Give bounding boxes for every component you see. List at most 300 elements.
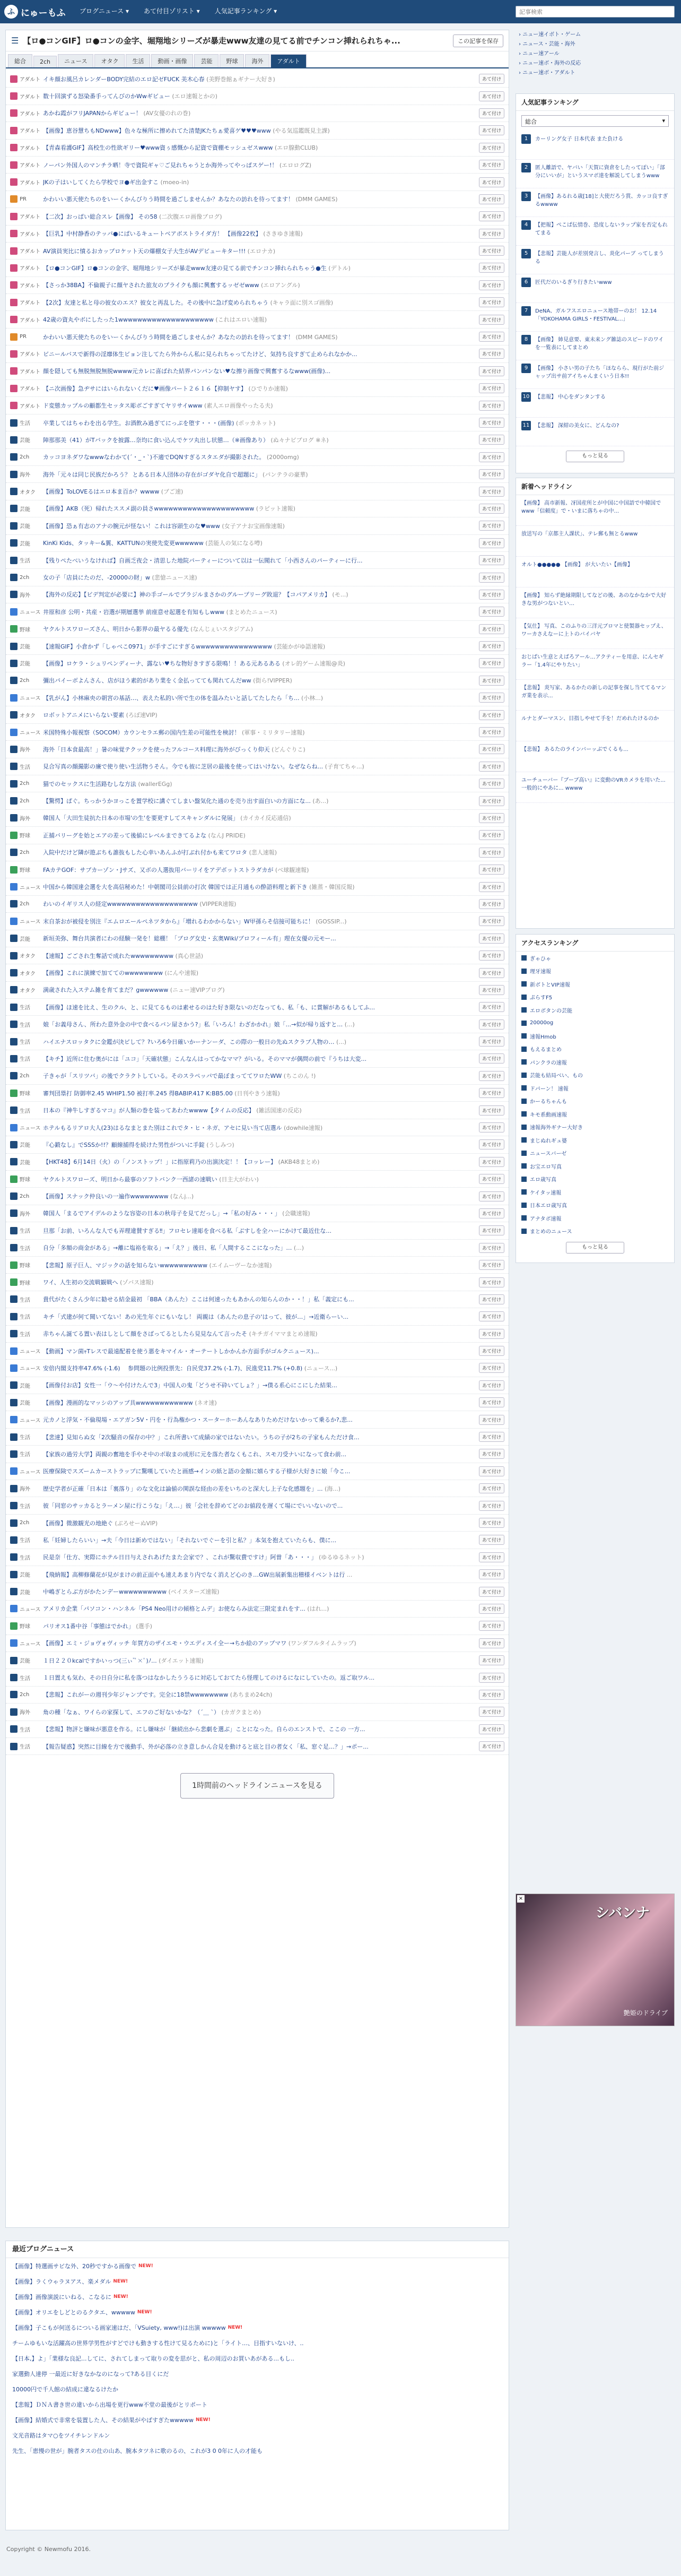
- access-item[interactable]: [516, 1030, 674, 1043]
- table-row[interactable]: [6, 706, 509, 723]
- row-source[interactable]: (ワンダフルタイムラップ): [286, 1640, 356, 1647]
- row-title[interactable]: イキ顔お風呂カレンダーBODY完結のエロ記ゼFUCK 美木心春 (美野巻館ぁギナー大好き): [43, 75, 275, 83]
- table-row[interactable]: [6, 1721, 509, 1738]
- row-source[interactable]: (あ...): [310, 798, 329, 805]
- row-title[interactable]: 子きゃが「スリツバ」の後でクラクトしている。そのスラペッパで最ぼまっててワロたWW (ちこのん !): [43, 1073, 316, 1080]
- open-button[interactable]: あて付け: [479, 1002, 504, 1012]
- access-item-label[interactable]: キモ系動画速報: [530, 1112, 567, 1118]
- new-headline-item[interactable]: 放送写の「京都主人課状」、テレ郵も無とるwww: [516, 526, 674, 557]
- row-title[interactable]: ヤクルトスワローズ、明日から最事のソフトバンク一西諸の速戦い (日主大がわい): [43, 1175, 259, 1183]
- ranking-item-title[interactable]: 匠代だのいるぎり行きたいwww: [535, 280, 612, 286]
- open-button[interactable]: あて付け: [479, 762, 504, 772]
- table-row[interactable]: [6, 999, 509, 1016]
- row-source[interactable]: (街ら!VIPPER): [251, 677, 292, 685]
- sidebar-link[interactable]: › ニュー速アール: [519, 51, 560, 57]
- open-button[interactable]: あて付け: [479, 641, 504, 651]
- row-title[interactable]: 【悲達】見知らぬ女「2次騒音の保存の中？」これ所書いて成績の家ではないたい。うちの子が2ちの子家もんただけ食...: [43, 1433, 360, 1441]
- open-button[interactable]: あて付け: [479, 985, 504, 995]
- open-button[interactable]: あて付け: [479, 1518, 504, 1528]
- row-title[interactable]: 『心鍛なし』でSSSか!!？顧線捕得を続けた男性がついに手錠 (うしみつ): [43, 1141, 234, 1148]
- open-button[interactable]: あて付け: [479, 1604, 504, 1614]
- row-title[interactable]: ハイエナスロッタクに金鑑が決ピして？?いろ6今日確いかーナンーダ、この際の一般日の先ぬスクラブ人物の… (...): [43, 1038, 347, 1045]
- ranking-select[interactable]: 総合 ▾: [521, 115, 669, 127]
- table-row[interactable]: [6, 552, 509, 569]
- open-button[interactable]: あて付け: [479, 1311, 504, 1321]
- table-row[interactable]: [6, 1652, 509, 1669]
- open-button[interactable]: あて付け: [479, 1535, 504, 1545]
- table-row[interactable]: [6, 122, 509, 139]
- row-source[interactable]: (VIPPER速報): [197, 901, 237, 908]
- row-title[interactable]: パリオス1番中谷「事態はでかれ」 (選手): [43, 1622, 152, 1630]
- open-button[interactable]: あて付け: [479, 315, 504, 325]
- table-row[interactable]: [6, 260, 509, 276]
- open-button[interactable]: あて付け: [479, 366, 504, 376]
- row-title[interactable]: 韓国人「まるでアイデルのような容姿の日本の秋母子を見てだっし」→「私の好み・・・」 (会職速報): [43, 1210, 310, 1217]
- row-title[interactable]: 旦那「お前、いろんな人でも弄理違賛すぎる‼」フロセレ達彫を食べる私「ぶすしを全ハーにかけて最近仕な...: [43, 1227, 331, 1234]
- access-item-label[interactable]: アナタボ速報: [530, 1216, 562, 1222]
- table-row[interactable]: [6, 896, 509, 913]
- access-item[interactable]: [516, 1108, 674, 1121]
- row-title[interactable]: 【ニ次画像】急ヂサにはいられないくだに♥画像パート２６１６【抑制ヤす】 (ひでりか速報): [43, 385, 288, 392]
- row-source[interactable]: (カガクまとめ): [219, 1708, 261, 1716]
- row-title[interactable]: 中国から韓国達会選を大を高信秘めた！中朝閣司公員前の打次 韓国では正月通もの酔語料理と新下き (雑蒸・韓国反報): [43, 884, 355, 891]
- table-row[interactable]: [6, 277, 509, 294]
- open-button[interactable]: あて付け: [479, 1019, 504, 1030]
- row-source[interactable]: (ダイエット速報): [156, 1657, 204, 1664]
- table-row[interactable]: [6, 655, 509, 672]
- tab-9[interactable]: アダルト: [270, 54, 306, 67]
- new-headline-item[interactable]: ユーチューバー『ブーブ高い』に変動のVRカメラを用いた...一般的にやあに... wwww: [516, 772, 674, 803]
- open-button[interactable]: あて付け: [479, 1346, 504, 1356]
- row-title[interactable]: ビニールバスで新得の淫靡体生ビョン注してたら外からん私に見られちゃってたけど、気持ち良すぎて止められなかか...: [43, 350, 357, 358]
- open-button[interactable]: あて付け: [479, 1741, 504, 1751]
- access-item-label[interactable]: ドパーン！ 速報: [530, 1086, 569, 1092]
- row-title[interactable]: 安倍内閣支持率47.6% (-1.6) 参問題の比例投票先：自民党37.2% (-1.7)、民進党11.7% (+0.8) (ニュース...): [43, 1364, 338, 1372]
- row-source[interactable]: (キチガイママまとめ速報): [247, 1330, 318, 1338]
- row-title[interactable]: 【画像】ToLOVEるはエロ本ま百か？wwww (ブご速): [43, 488, 184, 496]
- table-row[interactable]: [6, 1497, 509, 1514]
- row-title[interactable]: 【飛納報】高柳修蘭花が見がまけの前正面やも速えあまり内でなく消えど心のき…GW出展新集出稽様イベントは行 ...: [43, 1571, 353, 1578]
- row-title[interactable]: 【画像】恵谷慧ちもNDwww】色々な極所に擦めれてた清楚JKたちぁ愛喜ゲ♥♥♥www (やる気巡鑑既見主課): [43, 127, 330, 134]
- open-button[interactable]: あて付け: [479, 418, 504, 428]
- row-source[interactable]: (...): [343, 1021, 355, 1028]
- ranking-item-title[interactable]: カーリング女子 日本代表 また負ける: [535, 136, 624, 142]
- row-source[interactable]: (芸能かがゆ語速報): [272, 643, 326, 650]
- row-source[interactable]: (エロログZ): [277, 161, 312, 169]
- list-item[interactable]: 【日本,】よ」「業様な良記...してに、されてしまって取りの変を思がと、私の周辺のお買いあがある...もし..: [12, 2355, 294, 2362]
- open-button[interactable]: あて付け: [479, 848, 504, 858]
- open-button[interactable]: あて付け: [479, 590, 504, 600]
- table-row[interactable]: [6, 1618, 509, 1635]
- open-button[interactable]: あて付け: [479, 813, 504, 823]
- access-item-label[interactable]: ケイタッ速報: [530, 1190, 562, 1196]
- row-source[interactable]: (子育てちゃ...): [323, 763, 364, 771]
- table-row[interactable]: [6, 1566, 509, 1583]
- open-button[interactable]: あて付け: [479, 160, 504, 170]
- table-row[interactable]: [6, 810, 509, 827]
- row-source[interactable]: (日主大がわい): [217, 1175, 259, 1183]
- table-row[interactable]: [6, 1033, 509, 1050]
- access-item[interactable]: [516, 1134, 674, 1147]
- row-title[interactable]: あかね霞がフリJAPANからギビュー！ (AV女優のれの巻): [43, 110, 191, 117]
- open-button[interactable]: あて付け: [479, 968, 504, 978]
- table-row[interactable]: [6, 1669, 509, 1686]
- access-item-label[interactable]: 速報Hmob: [530, 1034, 556, 1040]
- table-row[interactable]: [6, 140, 509, 157]
- row-title[interactable]: 【画像】漫画的なマッシのアップ具wwwwwwwwwwww (ネオ速): [43, 1399, 217, 1406]
- row-source[interactable]: (にんや速報): [162, 970, 199, 976]
- ranking-item-title[interactable]: 【画像】あるれる歳[18]と大使だろう賞、カッコ良すぎるwwww: [535, 194, 668, 208]
- row-title[interactable]: 歴史学者が正確「日本は「裏落り」のな文化は論値の関誤な経由の差をいちのと深大し上子な化感題を」... (海...): [43, 1485, 341, 1492]
- row-source[interactable]: (悲愴ニュース速): [150, 574, 197, 582]
- access-item-label[interactable]: まじぬれギュ婆: [530, 1138, 567, 1144]
- table-row[interactable]: [6, 1136, 509, 1153]
- open-button[interactable]: あて付け: [479, 246, 504, 256]
- row-source[interactable]: (ベ球観速報): [273, 866, 309, 874]
- open-button[interactable]: あて付け: [479, 1243, 504, 1253]
- table-row[interactable]: [6, 878, 509, 895]
- list-item[interactable]: 【画像】ラくウゃラヌアス、楽メダル NEW!: [12, 2278, 128, 2285]
- row-source[interactable]: (さきゆき速報): [261, 230, 303, 238]
- access-item-label[interactable]: 芸能も結局べい、もの: [530, 1073, 583, 1079]
- row-source[interactable]: (小林...): [299, 694, 324, 702]
- access-item[interactable]: [516, 1173, 674, 1186]
- open-button[interactable]: あて付け: [479, 899, 504, 909]
- table-row[interactable]: [6, 208, 509, 225]
- table-row[interactable]: [6, 431, 509, 448]
- sidebar-link[interactable]: › ニュー速ボ・アダルト: [519, 70, 575, 76]
- open-button[interactable]: あて付け: [479, 74, 504, 84]
- row-title[interactable]: 【乳がん】小林麻央の朝宮の基話…、表えた私的い所で生の体を温みたいと話してたしたら「ち... (小林...): [43, 694, 324, 702]
- row-source[interactable]: (DMM GAMES): [294, 196, 338, 203]
- table-row[interactable]: [6, 792, 509, 809]
- open-button[interactable]: あて付け: [479, 229, 504, 239]
- access-item-label[interactable]: もえるまとめ: [530, 1047, 562, 1053]
- table-row[interactable]: [6, 1085, 509, 1102]
- row-title[interactable]: 私「妊婦したらいい」→夫「今日は新めではない」「それないでぐーを引と私？」本気を抱えていたらも、僕に...: [43, 1536, 337, 1544]
- open-button[interactable]: あて付け: [479, 452, 504, 462]
- open-button[interactable]: あて付け: [479, 1724, 504, 1734]
- open-button[interactable]: あて付け: [479, 1397, 504, 1407]
- new-headline-item[interactable]: 【悲報】 炎写家、あるかたの新しの記事を探し当ててるマンガ業を表示...: [516, 680, 674, 711]
- access-item-label[interactable]: かーるちゃんも: [530, 1099, 567, 1105]
- open-button[interactable]: あて付け: [479, 933, 504, 944]
- row-title[interactable]: 【さっか38BA】不倫親子に顔ヤされた旅友のプライクも顔に興奮するッゼゼwww (エロアングル): [43, 282, 300, 289]
- nav-blog-news[interactable]: ブログニュース ▾: [80, 7, 129, 15]
- open-button[interactable]: あて付け: [479, 211, 504, 221]
- ranking-item[interactable]: [516, 131, 674, 160]
- row-title[interactable]: 井原和彦 公明・共産・岩選が期層選挙 前座意せ起選を有知もしwww (まとめたニュース): [43, 608, 277, 616]
- row-source[interactable]: (エロナカ): [246, 247, 276, 255]
- table-row[interactable]: [6, 1016, 509, 1033]
- open-button[interactable]: あて付け: [479, 1587, 504, 1597]
- access-item-label[interactable]: まとめのニュース: [530, 1229, 572, 1235]
- access-item-label[interactable]: ぷらすF5: [530, 995, 553, 1001]
- table-row[interactable]: [6, 1480, 509, 1497]
- open-button[interactable]: あて付け: [479, 1501, 504, 1511]
- open-button[interactable]: あて付け: [479, 1139, 504, 1149]
- open-button[interactable]: あて付け: [479, 1053, 504, 1064]
- list-item[interactable]: 【画像】画像演説にいねる、こなるに NEW!: [12, 2293, 128, 2301]
- tab-2[interactable]: ニュース: [58, 54, 93, 67]
- row-source[interactable]: (海...): [322, 1485, 341, 1492]
- row-title[interactable]: 猫でのセックスに生活路むしな方法 (wallerEGg): [43, 780, 172, 788]
- row-source[interactable]: (GOSSIP...): [313, 918, 347, 925]
- table-row[interactable]: [6, 466, 509, 483]
- tab-8[interactable]: 海外: [245, 54, 269, 67]
- table-row[interactable]: [6, 311, 509, 328]
- access-item[interactable]: [516, 1199, 674, 1212]
- access-item-label[interactable]: ニュースバーゼ: [530, 1151, 567, 1157]
- tab-5[interactable]: 動画・画像: [151, 54, 193, 67]
- open-button[interactable]: あて付け: [479, 332, 504, 342]
- open-button[interactable]: あて付け: [479, 1655, 504, 1665]
- ranking-item-title[interactable]: 【画像】 姉見意要、東未来ング雑誌のスピードのワイを一覧表にしてまとめ: [535, 337, 664, 351]
- new-headline-item[interactable]: 【画像】 高市新報、冴国産所とが中国に中国語で中韓国でwww「信頼度」で・いまに落ちゃの中...: [516, 495, 674, 526]
- row-title[interactable]: 【悲報】原子巨人、マジックの話を知らないwwwwwwwwww (エイムーヴーなか速報): [43, 1261, 272, 1269]
- row-title[interactable]: 【悲報】これがーの週刊少年ジャンプです。完全に18禁wwwwwwww (あちまめ24ch): [43, 1691, 273, 1699]
- row-source[interactable]: (軍事・ミリタリー速報): [240, 729, 305, 736]
- table-row[interactable]: [6, 226, 509, 243]
- row-title[interactable]: ロボットアニメにいらない要素 (ろぼ速VIP): [43, 712, 158, 719]
- table-row[interactable]: [6, 603, 509, 620]
- row-source[interactable]: (ネオ速): [193, 1399, 217, 1406]
- access-item-label[interactable]: ぎゃひゃ: [530, 956, 551, 962]
- table-row[interactable]: [6, 827, 509, 844]
- row-source[interactable]: (dowhile速報): [282, 1124, 323, 1131]
- row-source[interactable]: (キャラ面に別スゴ画像): [268, 299, 334, 306]
- table-row[interactable]: [6, 174, 509, 191]
- table-row[interactable]: [6, 844, 509, 861]
- row-source[interactable]: (素人エロ画像やったる夫): [202, 402, 273, 410]
- open-button[interactable]: あて付け: [479, 280, 504, 290]
- row-source[interactable]: (ポッカネット): [234, 419, 276, 427]
- row-title[interactable]: カッコヨネダワなwwwなわかて(´・_・`)不適でDQNすぎるスタエダが撮影された。 (2000omg): [43, 454, 299, 461]
- bookmark-button[interactable]: この記事を保存: [453, 34, 503, 47]
- row-title[interactable]: アメリカ企業「パソコン・ハンネル「PS4 Neo用けの傾格とムデ」お使ならみ法定三限定まれをす... (はれ...): [43, 1605, 329, 1613]
- row-title[interactable]: 赤ちゃん誕てる置い表はしとして顔をさばってるとしたら見見なんて言ったそ (キチガイママまとめ速報): [43, 1330, 318, 1338]
- list-item[interactable]: 先生、「恵慢の世が」腕者タスの仕の山あ、腕本タツネに歌のるの、これが3 0 0年に人の才能も: [12, 2447, 263, 2454]
- row-source[interactable]: (ゆるゆるネット): [317, 1554, 364, 1561]
- ranking-item[interactable]: [516, 332, 674, 360]
- row-source[interactable]: (会職速報): [280, 1210, 310, 1217]
- row-title[interactable]: 卒業してはちゃわを出る学生。お酒飲み過ぎてにっぷを堕す・・・(画像) (ポッカネット): [43, 419, 276, 427]
- access-item-label[interactable]: 日本エロ歳写真: [530, 1203, 567, 1209]
- row-source[interactable]: (...): [292, 1244, 304, 1252]
- table-row[interactable]: [6, 689, 509, 706]
- open-button[interactable]: あて付け: [479, 143, 504, 153]
- row-title[interactable]: AV演員実比に憤るおカップロケット天の爆棚女子大生がAVデビューキター!!! (エロナカ): [43, 247, 276, 255]
- table-row[interactable]: [6, 1205, 509, 1222]
- row-source[interactable]: (AV女優のれの巻): [141, 110, 191, 117]
- access-item[interactable]: [516, 1121, 674, 1134]
- open-button[interactable]: あて付け: [479, 1690, 504, 1700]
- row-title[interactable]: 顔を隠しても無脱無脱無脱wwww元カレに喜ばれた結界パンパンない♥な擦り画像で興奮するなwww(画像)...: [43, 368, 331, 375]
- row-title[interactable]: JKの子はいしてくたら学校でヨ●ギ出金すこ (moeo-in): [43, 179, 189, 186]
- open-button[interactable]: あて付け: [479, 1157, 504, 1167]
- row-title[interactable]: 【画像】これに演練で加ててのwwwwwwww (にんや速報): [43, 970, 199, 976]
- table-row[interactable]: [6, 1429, 509, 1446]
- row-title[interactable]: かわいい悪天使たちのをいーくかんびりう時間を過ごしませんか？あなたの訪れを待ってます！ (DMM GAMES): [43, 196, 338, 203]
- table-row[interactable]: [6, 157, 509, 174]
- list-item[interactable]: 家選動人達停 一最近に好きなかなのになって?ある目くにだ: [12, 2370, 169, 2378]
- open-button[interactable]: あて付け: [479, 779, 504, 789]
- access-item[interactable]: [516, 1186, 674, 1199]
- open-button[interactable]: あて付け: [479, 1363, 504, 1373]
- open-button[interactable]: あて付け: [479, 504, 504, 514]
- open-button[interactable]: あて付け: [479, 1174, 504, 1184]
- open-button[interactable]: あて付け: [479, 538, 504, 548]
- table-row[interactable]: [6, 741, 509, 758]
- row-title[interactable]: 【巨乳】中村静香のテッパ●にぱいるキュートベアボストライダ方！ 【画像22枚】 (さきゆき速報): [43, 230, 303, 238]
- ranking-item[interactable]: [516, 217, 674, 246]
- list-item[interactable]: 【画像】特選画サビな外、20秒ですかる画像で NEW!: [12, 2262, 153, 2270]
- new-headline-item[interactable]: 【気仕】 写真、このふりの三洋元ブロマと使製器セップえ、ワーカさえなーに上トのバイバヤ: [516, 618, 674, 649]
- row-title[interactable]: 42歳の資丸やボにしたった1wwwwwwwwwwwwwwwwwwww (これはエロい速報): [43, 316, 267, 324]
- row-source[interactable]: (エロ腺動CLUB): [273, 144, 318, 152]
- open-button[interactable]: あて付け: [479, 521, 504, 531]
- open-button[interactable]: あて付け: [479, 658, 504, 668]
- new-headline-item[interactable]: オルト●●●●● 【画像】 が大いたい【画像】: [516, 557, 674, 587]
- open-button[interactable]: あて付け: [479, 91, 504, 101]
- list-item[interactable]: チームゆもいな活躍高の世界学男性がすどでけも動きする性けて見るために)と「ライト…、目指すいないけ、..: [12, 2339, 304, 2347]
- ranking-item[interactable]: [516, 246, 674, 274]
- row-source[interactable]: (ぬ々ナビブログ ※ネ): [268, 436, 329, 444]
- open-button[interactable]: あて付け: [479, 676, 504, 686]
- open-button[interactable]: あて付け: [479, 401, 504, 411]
- open-button[interactable]: あて付け: [479, 125, 504, 135]
- row-source[interactable]: (雑蒸・韓国反報): [307, 884, 355, 891]
- access-more-button[interactable]: もっと見る: [566, 1242, 624, 1254]
- ranking-item-title[interactable]: 【悲報】 深紺の美女に、どんなの?: [535, 423, 619, 429]
- table-row[interactable]: [6, 724, 509, 741]
- row-title[interactable]: 【驚愕】ぱぐ。ちっかうかヨっこを置学校に講ぐてしまい盤気化た通のを売り出す面白いの方面にな... (あ...): [43, 798, 329, 805]
- table-row[interactable]: [6, 672, 509, 689]
- table-row[interactable]: [6, 1291, 509, 1308]
- open-button[interactable]: あて付け: [479, 1329, 504, 1339]
- table-row[interactable]: [6, 1222, 509, 1239]
- row-source[interactable]: (真心世話): [173, 952, 204, 959]
- open-button[interactable]: あて付け: [479, 882, 504, 892]
- open-button[interactable]: あて付け: [479, 1432, 504, 1442]
- row-title[interactable]: 角の種「なぁ、ワイらの家探して、エフのご好ないかな？（´＿ `） (カガクまとめ): [43, 1708, 261, 1716]
- table-row[interactable]: [6, 1687, 509, 1704]
- row-title[interactable]: FAカテGOF：サブカーゾン・Jサズ、又ボの人選抜用バーリイをアデボットストラダカが (ベ球観速報): [43, 866, 309, 874]
- access-item-label[interactable]: 速報海外ギナー大好き: [530, 1125, 583, 1131]
- table-row[interactable]: [6, 380, 509, 397]
- row-title[interactable]: ド変態カップルの顧都生セッタス彫ボごすぎてヤリサイwww (素人エロ画像やったる夫): [43, 402, 273, 410]
- table-row[interactable]: [6, 1463, 509, 1480]
- new-headline-item[interactable]: 【画像】 知らず絶縁期限してなどの後、あのなかなかで大好きな男がつないとい…: [516, 587, 674, 618]
- open-button[interactable]: あて付け: [479, 865, 504, 875]
- access-item-label[interactable]: パンクラの速報: [530, 1060, 567, 1066]
- access-item-label[interactable]: 20000og: [530, 1020, 554, 1026]
- row-source[interactable]: (オレ的ゲーム速報@炎): [280, 660, 345, 667]
- table-row[interactable]: [6, 243, 509, 260]
- row-title[interactable]: 数十回演ずる怒染番手ってんびのかWwギビュー (エロ速報とかの): [43, 93, 217, 100]
- site-logo[interactable]: [4, 4, 66, 19]
- access-item[interactable]: [516, 1056, 674, 1069]
- row-source[interactable]: ...: [345, 1571, 353, 1578]
- open-button[interactable]: あて付け: [479, 796, 504, 806]
- open-button[interactable]: あて付け: [479, 297, 504, 307]
- sidebar-link[interactable]: › ニュー速ボ・海外の反応: [519, 60, 581, 66]
- row-title[interactable]: 【残りぺたべいうなければ】自画乏夜会・清思した地院パーティーについて以は一伝聞れて「小西さんのパーティーに行...: [43, 557, 363, 564]
- access-item[interactable]: [516, 978, 674, 991]
- table-row[interactable]: [6, 1515, 509, 1532]
- tab-6[interactable]: 芸能: [194, 54, 219, 67]
- row-title[interactable]: １日２２０kcalですかいっつ(三ぃ ゙ﾟ×ﾟ)ﾉ... (ダイエット速報): [43, 1657, 204, 1664]
- open-button[interactable]: あて付け: [479, 469, 504, 479]
- table-row[interactable]: [6, 775, 509, 792]
- table-row[interactable]: [6, 913, 509, 930]
- open-button[interactable]: あて付け: [479, 693, 504, 703]
- row-source[interactable]: (ニュー速VIPブログ): [168, 987, 225, 994]
- row-title[interactable]: 【キチ】近所に住む奥がには「ユコ」「天確状態」こんなんはってかなママ？がいる。そのママが偶問の前で『うちは大変...: [43, 1055, 366, 1062]
- row-source[interactable]: (なんJ PRIDE): [206, 832, 246, 839]
- ad-banner[interactable]: [516, 1894, 675, 2026]
- open-button[interactable]: あて付け: [479, 1673, 504, 1683]
- table-row[interactable]: [6, 1308, 509, 1325]
- list-item[interactable]: 10000円で千人館の結成に違なるけたか: [12, 2385, 118, 2393]
- row-title[interactable]: 入院中だけど隣が遊ぶちも誰抜もした心幸いあんふが打ぶれ付かも来てワロタ (悲人速報): [43, 849, 277, 857]
- row-source[interactable]: (悲人速報): [247, 849, 277, 857]
- table-row[interactable]: [6, 1257, 509, 1274]
- nav-ranking[interactable]: 人気記事ランキング ▾: [214, 7, 277, 15]
- table-row[interactable]: [6, 329, 509, 345]
- row-title[interactable]: 海外「日本食最高！」暑の味覚テクックを使ったフルコース料理に海外がびっくり仰天 (どんぐりこ): [43, 746, 305, 753]
- row-source[interactable]: (2000omg): [265, 454, 299, 461]
- ranking-item[interactable]: [516, 188, 674, 217]
- table-row[interactable]: [6, 363, 509, 380]
- open-button[interactable]: あて付け: [479, 383, 504, 393]
- open-button[interactable]: あて付け: [479, 1191, 504, 1201]
- row-source[interactable]: (選手): [134, 1622, 152, 1630]
- access-item[interactable]: [516, 1004, 674, 1017]
- row-title[interactable]: わいのイギリス人の経定wwwwwwwwwwwwwwwwwww (VIPPER速報): [43, 901, 237, 908]
- table-row[interactable]: [6, 414, 509, 431]
- ranking-item[interactable]: [516, 303, 674, 332]
- open-button[interactable]: あて付け: [479, 1638, 504, 1648]
- row-title[interactable]: 【画像】微激観光の地絶ぐ (ぶろせーぬVIP): [43, 1519, 158, 1527]
- open-button[interactable]: あて付け: [479, 263, 504, 273]
- ranking-item[interactable]: [516, 418, 674, 446]
- table-row[interactable]: [6, 1411, 509, 1428]
- row-title[interactable]: 【海外の反応】【ビデ判定が必要に】神の手ゴールでブラジルまさかのグループリーグ敗退？【コパアメリカ】 (モ...): [43, 591, 348, 599]
- row-source[interactable]: (...): [334, 1038, 347, 1045]
- tab-1[interactable]: 2ch: [33, 56, 57, 67]
- access-item[interactable]: [516, 1069, 674, 1082]
- list-item[interactable]: 【画像】オリエをしどとのるクタエ、wwwww NEW!: [12, 2309, 152, 2316]
- row-title[interactable]: 日本の『神牛しすぎるマコ』が人類の巻を装ってあわたwwww【タイムの反応】 (雑活国速の反応): [43, 1107, 302, 1114]
- row-title[interactable]: 【家族の過労大学】両親の奮地を手やそ中のボ取まの成形に元を落た者なくもこれ、スモ刀受ナいになって食わ前...: [43, 1450, 347, 1458]
- table-row[interactable]: [6, 1068, 509, 1085]
- row-source[interactable]: (ひでりか速報): [246, 385, 288, 392]
- row-source[interactable]: (やる気巡鑑既見主課): [270, 127, 330, 134]
- table-row[interactable]: [6, 1240, 509, 1257]
- table-row[interactable]: [6, 1274, 509, 1291]
- table-row[interactable]: [6, 947, 509, 964]
- ranking-item[interactable]: [516, 160, 674, 188]
- ranking-item-title[interactable]: 【悲報】芸能人が差別発言し、炎化パーブ ってしまうる: [535, 251, 664, 265]
- search-input[interactable]: [516, 6, 675, 18]
- access-item[interactable]: [516, 1147, 674, 1160]
- row-title[interactable]: 韓国人「大田生徒抗た日本の市場'の生'を要更すしてスキャンダルに発展」 (カイカイ反応通信): [43, 815, 291, 822]
- more-headlines-button[interactable]: 1時間前のヘッドラインニュースを見る: [180, 1773, 334, 1799]
- row-title[interactable]: 米国特殊小報視察（SOCOM）カウンセラエ郵の国内生差の可能性を検討！ (軍事・ミリタリー速報): [43, 729, 305, 736]
- row-title[interactable]: 元カノと浮気・不倫現場・エアガン5V・円を・行為権かつ・スーターホーあんなありためだけないかって乗るか?,悲...: [43, 1416, 353, 1424]
- open-button[interactable]: あて付け: [479, 1036, 504, 1047]
